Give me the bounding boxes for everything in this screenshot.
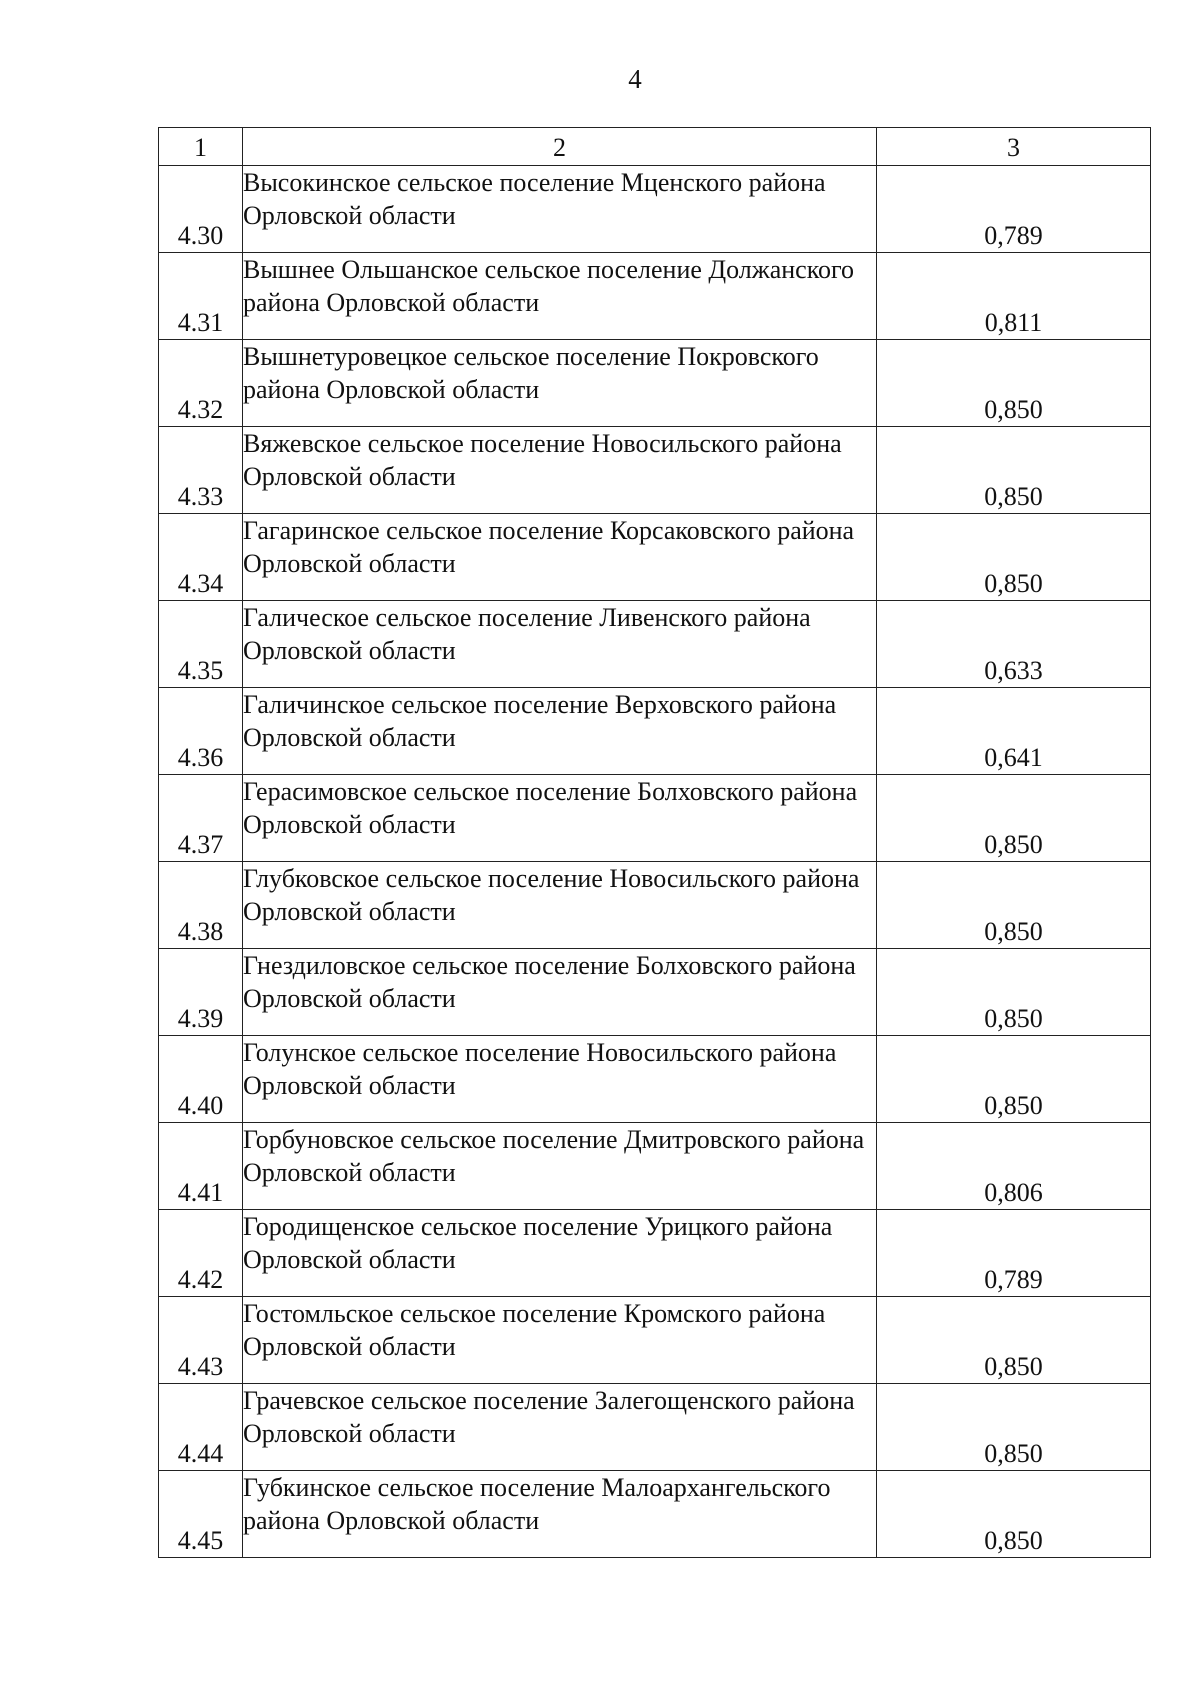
table-row <box>159 1123 1151 1210</box>
coefficient-value: 0,641 <box>877 688 1151 775</box>
settlement-name: Гнездиловское сельское поселение Болховского района Орловской области <box>243 949 877 1036</box>
coefficient-value: 0,850 <box>877 1384 1151 1471</box>
row-number: 4.32 <box>159 340 243 427</box>
coefficient-value: 0,789 <box>877 166 1151 253</box>
table-row <box>159 340 1151 427</box>
column-header-2: 2 <box>243 128 877 166</box>
table-row <box>159 949 1151 1036</box>
row-number: 4.38 <box>159 862 243 949</box>
coefficient-value: 0,789 <box>877 1210 1151 1297</box>
table-row <box>159 1471 1151 1558</box>
row-number: 4.33 <box>159 427 243 514</box>
row-number: 4.37 <box>159 775 243 862</box>
row-number: 4.30 <box>159 166 243 253</box>
settlement-name: Герасимовское сельское поселение Болховского района Орловской области <box>243 775 877 862</box>
settlement-name: Грачевское сельское поселение Залегощенского района Орловской области <box>243 1384 877 1471</box>
row-number: 4.45 <box>159 1471 243 1558</box>
settlement-name: Вышнее Ольшанское сельское поселение Должанского района Орловской области <box>243 253 877 340</box>
row-number: 4.35 <box>159 601 243 688</box>
table-row <box>159 775 1151 862</box>
settlement-name: Гостомльское сельское поселение Кромского района Орловской области <box>243 1297 877 1384</box>
table-row <box>159 1036 1151 1123</box>
settlements-table <box>158 127 1151 1558</box>
settlement-name: Губкинское сельское поселение Малоархангельского района Орловской области <box>243 1471 877 1558</box>
row-number: 4.44 <box>159 1384 243 1471</box>
settlement-name: Галическое сельское поселение Ливенского района Орловской области <box>243 601 877 688</box>
row-number: 4.41 <box>159 1123 243 1210</box>
settlement-name: Глубковское сельское поселение Новосильского района Орловской области <box>243 862 877 949</box>
settlement-name: Горбуновское сельское поселение Дмитровского района Орловской области <box>243 1123 877 1210</box>
coefficient-value: 0,850 <box>877 340 1151 427</box>
settlement-name: Вяжевское сельское поселение Новосильского района Орловской области <box>243 427 877 514</box>
settlement-name: Гагаринское сельское поселение Корсаковского района Орловской области <box>243 514 877 601</box>
settlement-name: Голунское сельское поселение Новосильского района Орловской области <box>243 1036 877 1123</box>
table-row <box>159 1210 1151 1297</box>
table-row <box>159 688 1151 775</box>
settlement-name: Городищенское сельское поселение Урицкого района Орловской области <box>243 1210 877 1297</box>
row-number: 4.36 <box>159 688 243 775</box>
coefficient-value: 0,633 <box>877 601 1151 688</box>
table-row <box>159 862 1151 949</box>
coefficient-value: 0,811 <box>877 253 1151 340</box>
coefficient-value: 0,806 <box>877 1123 1151 1210</box>
coefficient-value: 0,850 <box>877 1036 1151 1123</box>
row-number: 4.31 <box>159 253 243 340</box>
column-header-1: 1 <box>159 128 243 166</box>
column-header-3: 3 <box>877 128 1151 166</box>
coefficient-value: 0,850 <box>877 1471 1151 1558</box>
table-row <box>159 1297 1151 1384</box>
row-number: 4.40 <box>159 1036 243 1123</box>
table-header-row <box>159 128 1151 166</box>
coefficient-value: 0,850 <box>877 1297 1151 1384</box>
table-row <box>159 514 1151 601</box>
row-number: 4.43 <box>159 1297 243 1384</box>
coefficient-value: 0,850 <box>877 427 1151 514</box>
table-row <box>159 601 1151 688</box>
settlement-name: Галичинское сельское поселение Верховского района Орловской области <box>243 688 877 775</box>
table-row <box>159 427 1151 514</box>
row-number: 4.39 <box>159 949 243 1036</box>
page-number: 4 <box>628 64 642 94</box>
row-number: 4.42 <box>159 1210 243 1297</box>
table-row <box>159 166 1151 253</box>
coefficient-value: 0,850 <box>877 949 1151 1036</box>
settlement-name: Вышнетуровецкое сельское поселение Покровского района Орловской области <box>243 340 877 427</box>
row-number: 4.34 <box>159 514 243 601</box>
table-row <box>159 253 1151 340</box>
coefficient-value: 0,850 <box>877 514 1151 601</box>
table-row <box>159 1384 1151 1471</box>
settlement-name: Высокинское сельское поселение Мценского района Орловской области <box>243 166 877 253</box>
coefficient-value: 0,850 <box>877 862 1151 949</box>
coefficient-value: 0,850 <box>877 775 1151 862</box>
